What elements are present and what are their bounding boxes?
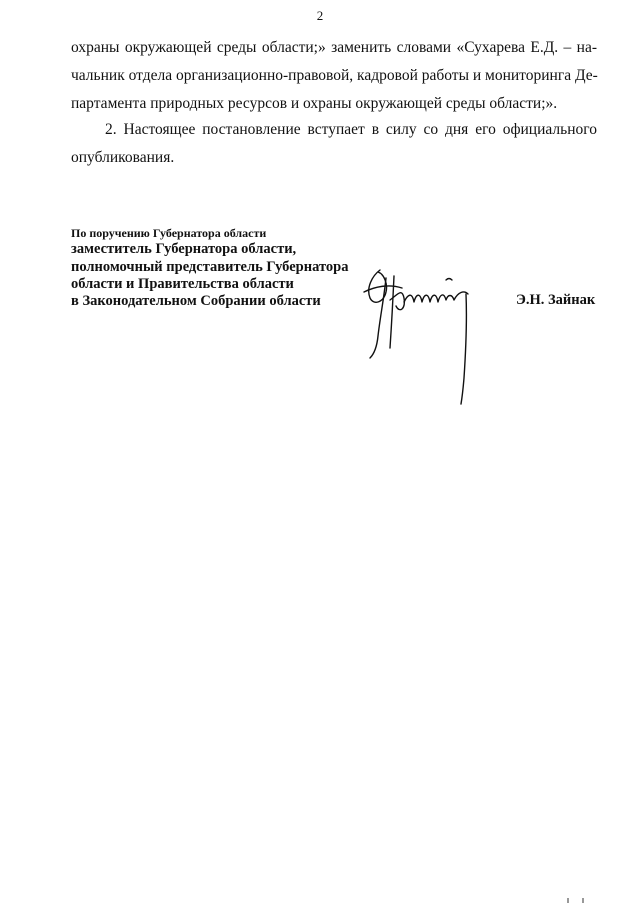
signer-position-line: в Законодательном Собрании области [71, 293, 321, 309]
page-number: 2 [316, 8, 324, 23]
signature-instruction: По поручению Губернатора области [71, 226, 267, 240]
body-text-line: опубликования. [71, 149, 175, 166]
body-text-line: охраны окружающей среды области;» заменить словами «Сухарева Е.Д. – на- [71, 39, 597, 56]
body-text-line: партамента природных ресурсов и охраны окружающей среды области;». [71, 95, 558, 112]
signer-position-line: заместитель Губернатора области, [71, 241, 297, 257]
handwritten-signature-icon [350, 258, 485, 408]
body-text-line: 2. Настоящее постановление вступает в силу со дня его официального [105, 121, 597, 138]
body-text-line: чальник отдела организационно-правовой, кадровой работы и мониторинга Де- [71, 67, 598, 84]
signer-name: Э.Н. Зайнак [516, 292, 596, 308]
signer-position-line: полномочный представитель Губернатора [71, 259, 349, 275]
scan-corner-mark-icon [566, 896, 586, 904]
signer-position-line: области и Правительства области [71, 276, 294, 292]
